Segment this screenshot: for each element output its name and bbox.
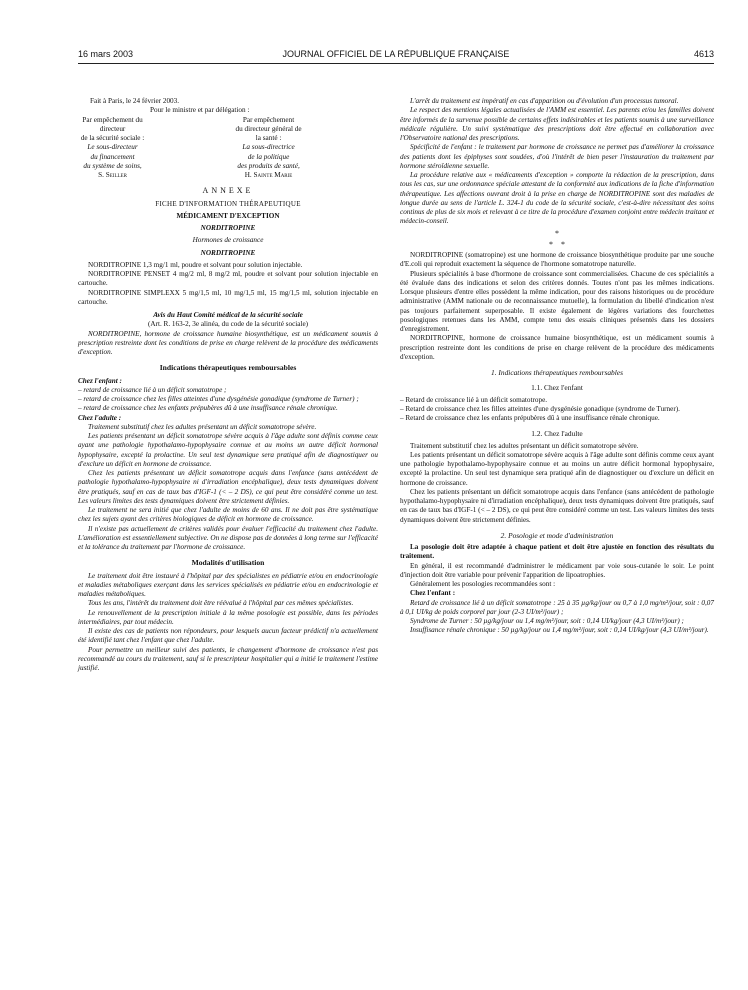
paragraph: Spécificité de l'enfant : le traitement par hormone de croissance ne permet pas d'améliorer la croissance des patients dont les épiphyses sont soudées, d'où l'intérêt de bien peser l'instauration du traitement par hormone stéroïdienne sexuelle. <box>400 143 714 170</box>
paragraph: NORDITROPINE, hormone de croissance humaine biosynthétique, est un médicament soumis à prescription restreinte dont les conditions de prise en charge relèvent de la procédure des médicaments d'exception. <box>78 329 378 356</box>
paragraph: Syndrome de Turner : 50 µg/kg/jour ou 1,4 mg/m²/jour, soit : 0,14 UI/kg/jour (4,3 UI/m²/jour) ; <box>410 617 684 625</box>
sig-b-name: H. Sainte Marie <box>244 171 293 179</box>
paragraph: Il n'existe pas actuellement de critères validés pour évaluer l'efficacité du traitement chez l'adulte. L'amélioration est essentiellement subjective. On ne dispose pas de données à long terme sur l'efficacité et la tolérance du traitement par l'hormone de croissance. <box>78 524 378 551</box>
indication-list <box>400 396 714 424</box>
signatures <box>78 116 378 181</box>
sig-a-line: Par empêchement du directeur <box>82 115 143 133</box>
subheading: Chez l'enfant : <box>410 589 456 598</box>
avis-article: (Art. R. 163-2, 3e alinéa, du code de la sécurité sociale) <box>147 320 309 329</box>
signature-a <box>78 116 222 181</box>
paragraph: La procédure relative aux « médicaments d'exception » comporte la rédaction de la prescription, dans tous les cas, sur une ordonnance spéciale attestant de la conformité aux indications de la fiche d'information thérapeutique. Les affections ouvrant droit à la prise en charge de NORDITROPINE sont des maladies de longue durée au sens de l'article L. 324-1 du code de la sécurité sociale, c'est-à-dire nécessitant des soins continus de plus de six mois et relevant à ce titre de la procédure d'examen conjoint entre médecin traitant et médecin-conseil. <box>400 171 714 226</box>
paragraph: L'arrêt du traitement est impératif en cas d'apparition ou d'évolution d'un processus tumoral. <box>410 97 679 105</box>
paragraph: NORDITROPINE PENSET 4 mg/2 ml, 8 mg/2 ml, poudre et solvant pour solution injectable en cartouche. <box>78 270 378 288</box>
subsection-heading: 1.2. Chez l'adulte <box>531 429 583 439</box>
paragraph-bold: La posologie doit être adaptée à chaque patient et doit être ajustée en fonction des résultats du traitement. <box>400 543 714 561</box>
section-heading <box>400 531 714 540</box>
fiche-title: FICHE D'INFORMATION THÉRAPEUTIQUE <box>155 199 301 208</box>
right-column <box>400 97 714 636</box>
subheading: Chez l'adulte : <box>78 413 122 422</box>
section-heading: Modalités d'utilisation <box>191 558 265 568</box>
separator-stars: * * <box>549 239 565 249</box>
paragraph: Traitement substitutif chez les adultes présentant un déficit somatotrope sévère. <box>410 441 639 450</box>
paragraph: Les patients présentant un déficit somatotrope sévère acquis à l'âge adulte sont définis comme ceux ayant une pathologie hypothalamo-hypophysaire connue et au moins un autre déficit hormonal hypophysaire, excepté la prolactine. Un seul test dynamique sera pratiqué afin de diagnostiquer ou d'exclure un déficit en hormone de croissance. <box>78 432 378 468</box>
subsection-heading: 1.1. Chez l'enfant <box>531 383 583 393</box>
section-heading-text: 2. Posologie et mode d'administration <box>500 530 614 540</box>
sig-b-line: des produits de santé, <box>237 161 300 170</box>
sig-a-line: du financement <box>90 152 135 161</box>
paragraph: NORDITROPINE 1,3 mg/1 ml, poudre et solvant pour solution injectable. <box>88 260 303 269</box>
sig-a-line: Le sous-directeur <box>87 143 138 152</box>
header-rule <box>78 63 714 64</box>
drug-class: Hormones de croissance <box>192 236 264 245</box>
list-item: – retard de croissance chez les enfants prépubères dû à une insuffisance rénale chronique. <box>78 404 338 413</box>
paragraph: Traitement substitutif chez les adultes présentant un déficit somatotrope sévère. <box>88 422 317 431</box>
separator-stars: * <box>555 228 559 238</box>
section-heading-text: 1. Indications thérapeutiques remboursables <box>491 368 623 377</box>
paragraph: En général, il est recommandé d'administrer le médicament par voie sous-cutanée le soir. Le point d'injection doit être variable pour prévenir l'apparition de lipoatrophies. <box>400 561 714 579</box>
annexe-title: ANNEXE <box>202 186 254 196</box>
header-page-number: 4613 <box>693 49 714 59</box>
paragraph: Retard de croissance lié à un déficit somatotrope : 25 à 35 µg/kg/jour ou 0,7 à 1,0 mg/m²/jour, soit : 0,07 à 0,1 UI/kg de poids corporel par jour (2-3 UI/m²/jour) ; <box>400 598 714 616</box>
sig-b-line: La sous-directrice <box>242 143 295 152</box>
paragraph: NORDITROPINE SIMPLEXX 5 mg/1,5 ml, 10 mg/1,5 ml, 15 mg/1,5 ml, solution injectable en cartouche. <box>78 288 378 306</box>
drug-name: NORDITROPINE <box>200 224 256 232</box>
header-journal: JOURNAL OFFICIEL DE LA RÉPUBLIQUE FRANÇAISE <box>282 49 510 59</box>
paragraph: NORDITROPINE (somatropine) est une hormone de croissance biosynthétique produite par une souche d'E.coli qui reproduit exactement la séquence de l'hormone somatotrope naturelle. <box>400 251 714 269</box>
drug-name-2: NORDITROPINE <box>200 248 256 257</box>
paragraph: Le renouvellement de la prescription initiale à la même posologie est possible, dans les périodes intermédiaires, par tout médecin. <box>78 608 378 626</box>
fait-line: Fait à Paris, le 24 février 2003. <box>90 97 180 105</box>
paragraph: Le traitement doit être instauré à l'hôpital par des spécialistes en pédiatrie et/ou en endocrinologie et maladies métaboliques exerçant dans les services spécialisés en pédiatrie et/ou en endocrinologie et maladies métaboliques. <box>78 571 378 598</box>
paragraph: Les patients présentant un déficit somatotrope sévère acquis à l'âge adulte sont définis comme ceux ayant une pathologie hypothalamo-hypophysaire connue et au moins un autre déficit hormonal hypophysaire, excepté la prolactine. Un seul test dynamique sera pratiqué afin de diagnostiquer ou d'exclure un déficit en hormone de croissance. <box>400 450 714 487</box>
sig-b-line: de la politique <box>247 152 290 161</box>
signature-b <box>234 116 378 181</box>
list-item: – retard de croissance lié à un déficit somatotrope ; <box>78 385 227 394</box>
list-item: – Retard de croissance chez les enfants prépubères dû à une insuffisance rénale chronique. <box>400 414 660 422</box>
paragraph: Plusieurs spécialités à base d'hormone de croissance sont commercialisées. Chacune de ces spécialités a été évaluée dans des indications et selon des critères donnés. Toutes n'ont pas les mêmes indications. Lorsque plusieurs d'entre elles possèdent la même indication, pour des raisons historiques ou de procédure administrative (AMM nationale ou de reconnaissance mutuelle), la formulation du libellé d'indication n'est pas toujours parfaitement superposable. Il existe également de légères variations des fourchettes posologiques retenues dans les AMM, compte tenu des essais cliniques présentés dans les dossiers d'enregistrement. <box>400 269 714 333</box>
paragraph: NORDITROPINE, hormone de croissance humaine biosynthétique, est un médicament soumis à prescription restreinte dont les conditions de prise en charge relèvent de la procédure des médicaments d'exception. <box>400 334 714 361</box>
paragraph: Insuffisance rénale chronique : 50 µg/kg/jour ou 1,4 mg/m²/jour, soit : 0,14 UI/kg/jour (4,3 UI/m²/jour). <box>410 626 709 635</box>
paragraph: Pour permettre un meilleur suivi des patients, le changement d'hormone de croissance n'est pas recommandé au cours du traitement, sauf si le prescripteur hospitalier qui a initié le traitement l'estime justifié. <box>78 645 378 672</box>
paragraph: Chez les patients présentant un déficit somatotrope acquis dans l'enfance (sans antécédent de pathologie hypothalamo-hypophysaire ni d'irradiation encéphalique), deux tests dynamiques doivent être pratiqués, sauf en cas de taux bas d'IGF-1 (< – 2 DS), ce qui peut être considéré comme un test. Les valeurs limites des tests dynamiques doivent être strictement définies. <box>400 487 714 524</box>
sig-a-name: S. Seiller <box>98 171 127 179</box>
sig-a-line: de la sécurité sociale : <box>80 134 145 142</box>
sig-a-line: du système de soins, <box>83 161 142 170</box>
header-date: 16 mars 2003 <box>78 49 134 59</box>
paragraph: Tous les ans, l'intérêt du traitement doit être réévalué à l'hôpital par ces mêmes spécialistes. <box>88 599 354 608</box>
section-heading: Indications thérapeutiques remboursables <box>159 363 297 373</box>
page-header <box>78 49 714 63</box>
paragraph: Il existe des cas de patients non répondeurs, pour lesquels aucun facteur prédictif n'a actuellement été identifié tant chez l'enfant que chez l'adulte. <box>78 627 378 645</box>
section-heading <box>400 368 714 377</box>
paragraph: Le respect des mentions légales actualisées de l'AMM est essentiel. Les parents et/ou les familles doivent être informés de la survenue possible de certains effets indésirables et les patients soumis à une surveillance médicale régulière. Un suivi systématique des prescriptions doit être effectué en collaboration avec l'Observatoire national des prescriptions. <box>400 106 714 142</box>
sig-b-line: Par empêchement <box>242 115 295 124</box>
paragraph: Chez les patients présentant un déficit somatotrope acquis dans l'enfance (sans antécédent de pathologie hypothalamo-hypophysaire ni d'irradiation encéphalique), deux tests dynamiques doivent être pratiqués, sauf en cas de taux bas d'IGF-1 (< – 2 DS), ce qui peut être considéré comme un test. Les valeurs limites des tests dynamiques doivent être strictement définies. <box>78 469 378 505</box>
subheading: Chez l'enfant : <box>78 376 122 385</box>
medicament-title: MÉDICAMENT D'EXCEPTION <box>176 211 280 220</box>
list-item: – Retard de croissance lié à un déficit somatotrope. <box>400 395 548 404</box>
paragraph: Le traitement ne sera initié que chez l'adulte de moins de 60 ans. Il ne doit pas être systématique chez les sujets ayant des critères biologiques de déficit en hormone de croissance. <box>78 506 378 524</box>
list-item: – retard de croissance chez les filles atteintes d'une dysgénésie gonadique (syndrome de Turner) ; <box>78 395 359 403</box>
pour-line: Pour le ministre et par délégation : <box>150 106 250 115</box>
indication-list <box>78 386 378 414</box>
sig-b-line: du directeur général de la santé : <box>235 124 302 142</box>
left-column <box>78 97 378 673</box>
avis-heading: Avis du Haut Comité médical de la sécurité sociale <box>153 311 303 319</box>
paragraph: Généralement les posologies recommandées sont : <box>410 580 556 588</box>
list-item: – Retard de croissance chez les filles atteintes d'une dysgénésie gonadique (syndrome de Turner). <box>400 404 680 413</box>
